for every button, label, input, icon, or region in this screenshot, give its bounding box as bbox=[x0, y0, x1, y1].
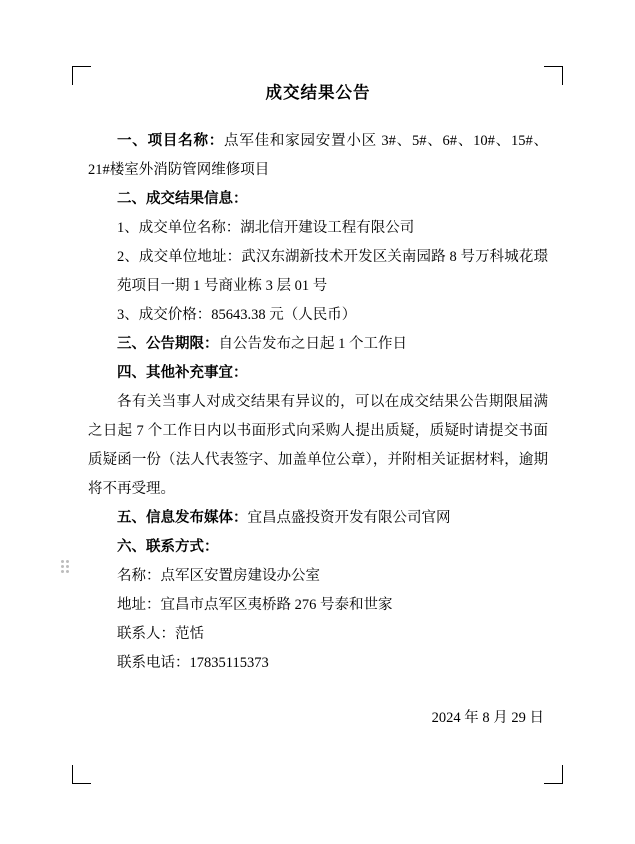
result-item-1: 1、成交单位名称：湖北信开建设工程有限公司 bbox=[117, 220, 415, 236]
crop-mark-bottom-left bbox=[72, 765, 91, 784]
contact-address: 地址：宜昌市点军区夷桥路 276 号泰和世家 bbox=[117, 597, 393, 613]
crop-mark-bottom-right bbox=[544, 765, 563, 784]
section-supplementary-body: 各有关当事人对成交结果有异议的，可以在成交结果公告期限届满之日起 7 个工作日内以书面形式向采购人提出质疑，质疑时请提交书面质疑函一份（法人代表签字、加盖单位公章），并附相关证据材料，逾期将不再受理。 bbox=[88, 394, 548, 497]
section-text-5: 宜昌点盛投资开发有限公司官网 bbox=[247, 510, 451, 526]
document-title: 成交结果公告 bbox=[265, 83, 371, 102]
section-heading-4: 四、其他补充事宜： bbox=[117, 365, 248, 381]
section-heading-5: 五、信息发布媒体： bbox=[117, 510, 248, 526]
section-text-3: 自公告发布之日起 1 个工作日 bbox=[218, 336, 407, 352]
section-heading-6: 六、联系方式： bbox=[117, 539, 219, 555]
section-contact bbox=[88, 533, 548, 562]
section-heading-1: 一、项目名称： bbox=[117, 133, 225, 149]
section-text-1: 点军佳和家园安置小区 3#、5#、6#、10#、15#、21#楼室外消防管网维修项目 bbox=[88, 133, 549, 178]
result-item-3: 3、成交价格：85643.38 元（人民币） bbox=[117, 307, 357, 323]
contact-phone: 联系电话：17835115373 bbox=[117, 655, 269, 671]
contact-person: 联系人：范恬 bbox=[117, 626, 204, 642]
section-media bbox=[88, 504, 548, 533]
section-heading-2: 二、成交结果信息： bbox=[117, 191, 248, 207]
result-item-2: 2、成交单位地址：武汉东湖新技术开发区关南园路 8 号万科城花璟苑项目一期 1 号商业栋 3 层 01 号 bbox=[117, 249, 548, 294]
contact-name: 名称：点军区安置房建设办公室 bbox=[117, 568, 320, 584]
section-result-info bbox=[88, 185, 548, 214]
drag-handle-icon[interactable] bbox=[61, 560, 70, 576]
document-date: 2024 年 8 月 29 日 bbox=[431, 710, 544, 726]
document-content bbox=[88, 78, 548, 733]
section-project-name bbox=[88, 127, 548, 185]
section-supplementary bbox=[88, 359, 548, 388]
section-notice-period bbox=[88, 330, 548, 359]
section-heading-3: 三、公告期限： bbox=[117, 336, 219, 352]
